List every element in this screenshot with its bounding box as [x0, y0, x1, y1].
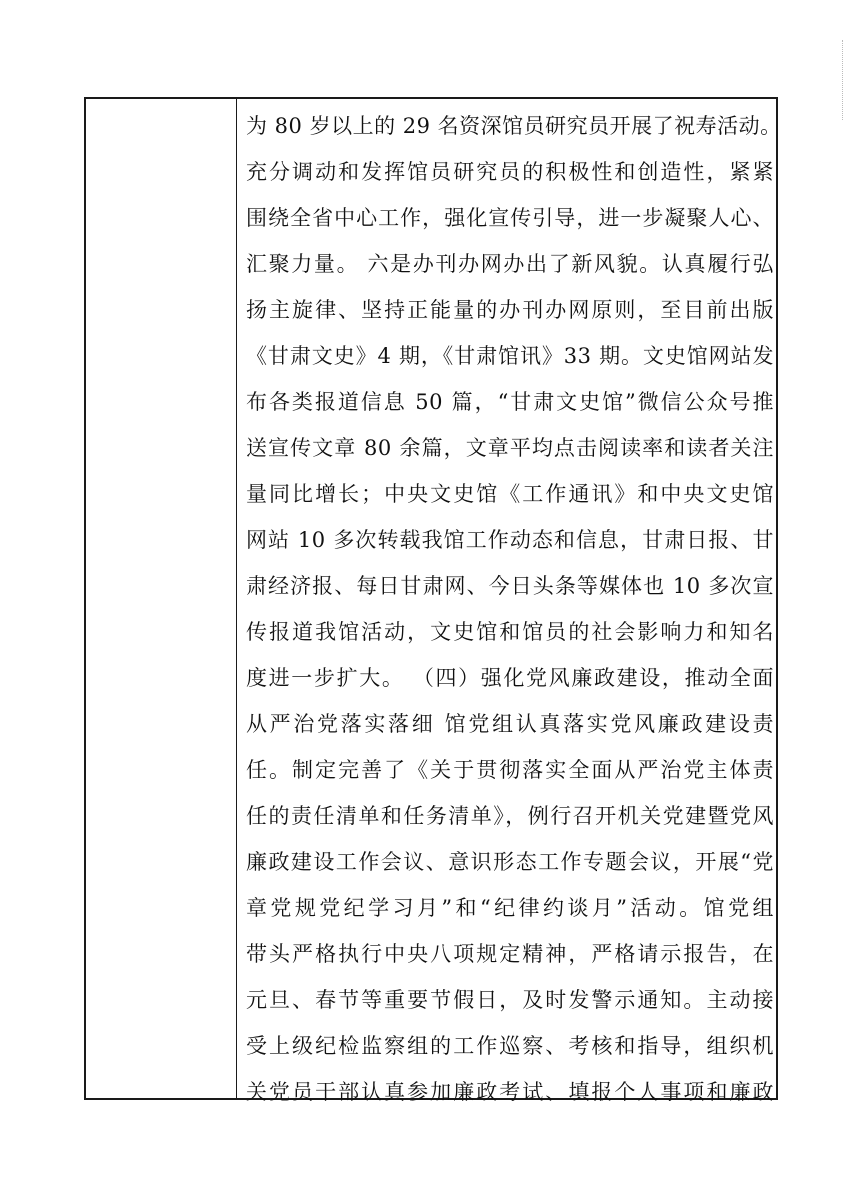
text-line: 元旦、春节等重要节假日，及时发警示通知。主动接	[246, 988, 774, 1012]
document-table	[84, 97, 782, 1104]
text-line: 任的责任清单和任务清单》，例行召开机关党建暨党风	[246, 804, 774, 828]
scan-edge-mark	[842, 40, 844, 120]
text-line: 度进一步扩大。 （四）强化党风廉政建设，推动全面	[246, 666, 774, 690]
text-line: 任。制定完善了《关于贯彻落实全面从严治党主体责	[246, 758, 774, 782]
text-line: 布各类报道信息 50 篇，“甘肃文史馆”微信公众号推	[246, 390, 774, 414]
text-line: 送宣传文章 80 余篇，文章平均点击阅读率和读者关注	[246, 436, 774, 460]
text-line: 从严治党落实落细 馆党组认真落实党风廉政建设责	[246, 712, 774, 736]
table-right-cell	[246, 103, 782, 1115]
table-left-cell	[86, 99, 236, 1098]
text-line: 扬主旋律、坚持正能量的办刊办网原则，至目前出版	[246, 298, 774, 322]
text-line: 章党规党纪学习月”和“纪律约谈月”活动。馆党组	[246, 896, 774, 920]
column-divider	[236, 99, 237, 1098]
text-line: 为 80 岁以上的 29 名资深馆员研究员开展了祝寿活动。	[246, 114, 782, 138]
text-line: 充分调动和发挥馆员研究员的积极性和创造性，紧紧	[246, 160, 774, 184]
text-line: 《甘肃文史》4 期，《甘肃馆讯》33 期。文史馆网站发	[246, 344, 774, 368]
text-line: 受上级纪检监察组的工作巡察、考核和指导，组织机	[246, 1034, 774, 1058]
text-line: 传报道我馆活动，文史馆和馆员的社会影响力和知名	[246, 620, 774, 644]
text-line: 量同比增长；中央文史馆《工作通讯》和中央文史馆	[246, 482, 774, 506]
text-line: 汇聚力量。 六是办刊办网办出了新风貌。认真履行弘	[246, 252, 774, 276]
text-line: 肃经济报、每日甘肃网、今日头条等媒体也 10 多次宣	[246, 574, 774, 598]
text-line: 带头严格执行中央八项规定精神，严格请示报告，在	[246, 942, 774, 966]
text-line: 廉政建设工作会议、意识形态工作专题会议，开展“党	[246, 850, 774, 874]
text-line: 网站 10 多次转载我馆工作动态和信息，甘肃日报、甘	[246, 528, 774, 552]
text-line: 关党员干部认真参加廉政考试、填报个人事项和廉政	[246, 1080, 774, 1104]
text-line: 围绕全省中心工作，强化宣传引导，进一步凝聚人心、	[246, 206, 774, 230]
